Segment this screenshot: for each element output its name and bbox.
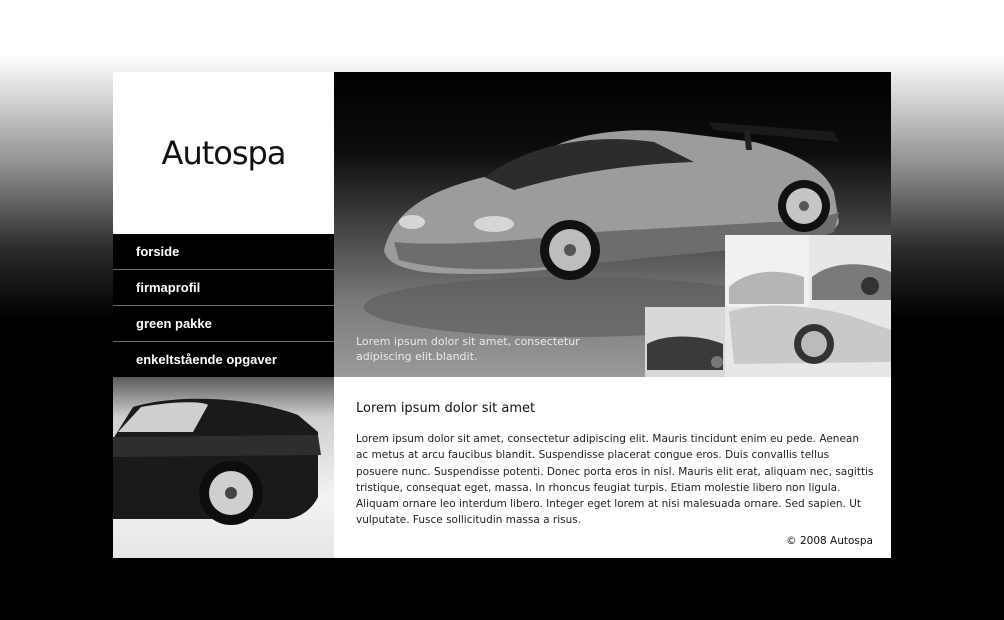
nav-item-firmaprofil[interactable]: firmaprofil [113,270,334,306]
hero-caption: Lorem ipsum dolor sit amet, consectetur adipiscing elit.blandit. [356,335,580,363]
logo-area [113,72,334,234]
hero-banner [334,72,891,377]
side-car-image [113,377,334,558]
copyright-text: © 2008 Autospa [786,535,873,547]
hero-car-image [334,72,891,377]
site-container [113,72,891,558]
main-nav [113,234,334,377]
content-body: Lorem ipsum dolor sit amet, consectetur adipiscing elit. Mauris tincidunt enim eu pede. Aenean ac metus at arcu faucibus blandit. Suspendisse placerat congue eros. Duis convallis tellus posuere nunc. Suspendisse potenti. Donec porta eros in nisl. Mauris elit erat, aliquam nec, sagittis tristique, consequat eget, massa. In rhoncus feugiat turpis. Etiam molestie libero non ligula. Aliquam ornare leo interdum libero. Integer eget lorem at nisi malesuada ornare. Sed sapien. Ut vulputate. Fusce sollicitudin massa a risus. [356,433,874,527]
nav-item-green-pakke[interactable]: green pakke [113,306,334,342]
nav-item-enkeltstaaende-opgaver[interactable]: enkeltstående opgaver [136,352,277,367]
site-logo[interactable]: Autospa [161,134,286,172]
content-heading: Lorem ipsum dolor sit amet [356,401,536,416]
nav-item-forside[interactable]: forside [113,234,334,270]
main-content [334,377,891,558]
